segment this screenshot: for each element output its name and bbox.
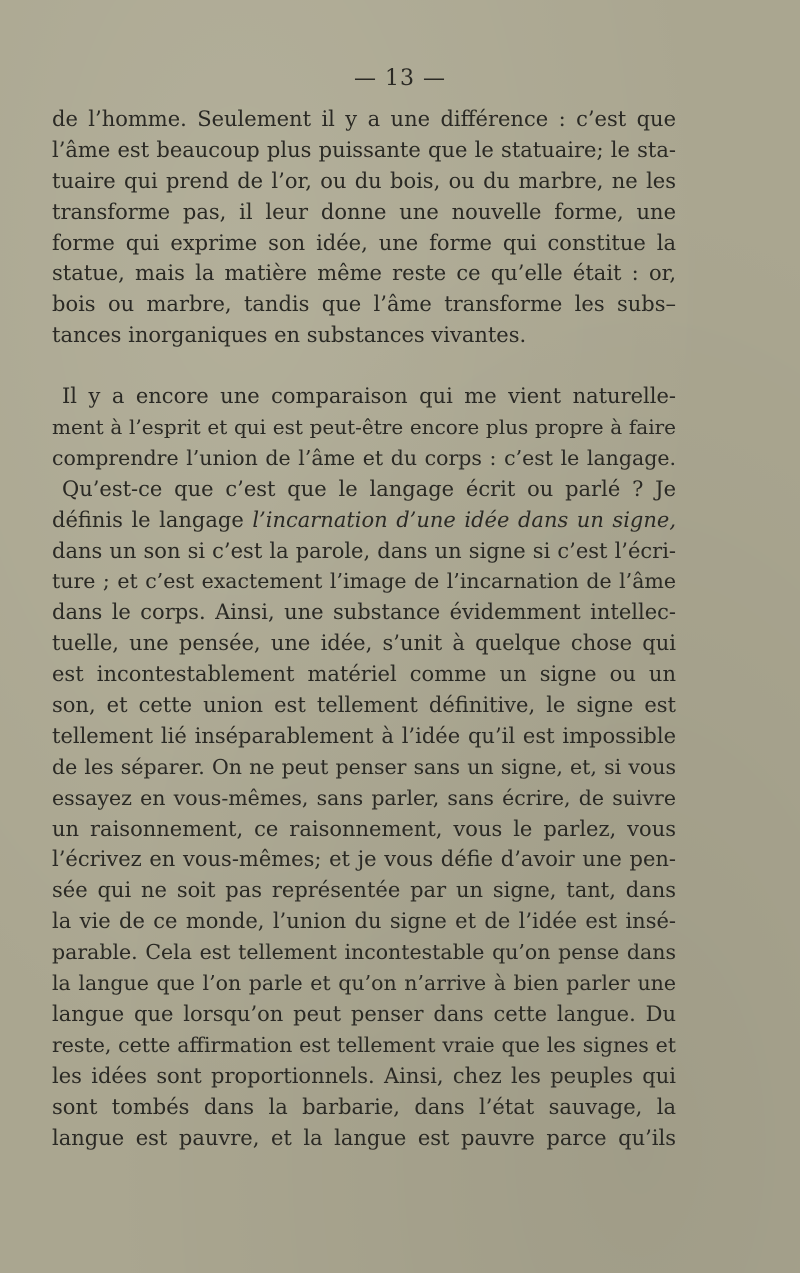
body-text [52, 104, 676, 1153]
text-line: sont tombés dans la barbarie, dans l’état sauvage, la [52, 1094, 676, 1119]
page-number: — 13 — [354, 66, 446, 91]
text-line: ture ; et c’est exactement l’image de l’incarnation de l’âme [52, 569, 676, 594]
text-line: son, et cette union est tellement définitive, le signe est [52, 693, 676, 718]
text-line: de les séparer. On ne peut penser sans un signe, et, si vous [52, 754, 676, 779]
text-line: est incontestablement matériel comme un signe ou un [52, 662, 676, 687]
text-line: tuelle, une pensée, une idée, s’unit à quelque chose qui [52, 631, 676, 656]
text-line: tances inorganiques en substances vivantes. [52, 323, 527, 348]
paragraph-gap [52, 351, 676, 381]
text-line: forme qui exprime son idée, une forme qui constitue la [52, 230, 676, 255]
text-line: dans le corps. Ainsi, une substance évidemment intellec- [52, 600, 676, 625]
emphasized-definition: l’incarnation d’une idée dans un signe, [252, 507, 676, 532]
text-line: sée qui ne soit pas représentée par un signe, tant, dans [52, 878, 676, 903]
text-line: Il y a encore une comparaison qui me vient naturelle- [62, 384, 676, 409]
text-line: statue, mais la matière même reste ce qu’elle était : or, [52, 261, 676, 286]
text-line: les idées sont proportionnels. Ainsi, chez les peuples qui [52, 1063, 676, 1088]
text-line: l’écrivez en vous-mêmes; et je vous défie d’avoir une pen- [52, 847, 676, 872]
text-line: essayez en vous-mêmes, sans parler, sans écrire, de suivre [52, 785, 676, 810]
text-line: tuaire qui prend de l’or, ou du bois, ou du marbre, ne les [52, 168, 676, 193]
text-line: de l’homme. Seulement il y a une différence : c’est que [52, 107, 676, 131]
text-line: dans un son si c’est la parole, dans un signe si c’est l’écri- [52, 538, 676, 563]
text-line: la vie de ce monde, l’union du signe et de l’idée est insé- [52, 909, 676, 934]
text-line: un raisonnement, ce raisonnement, vous le parlez, vous [52, 816, 676, 841]
text-line: langue que lorsqu’on peut penser dans cette langue. Du [52, 1001, 676, 1026]
text-line: la langue que l’on parle et qu’on n’arrive à bien parler une [52, 971, 676, 996]
text-line: Qu’est-ce que c’est que le langage écrit ou parlé ? Je [62, 476, 676, 501]
text-line: ment à l’esprit et qui est peut-être encore plus propre à faire [52, 415, 676, 440]
text-run: définis le langage [52, 507, 253, 532]
text-line: tellement lié inséparablement à l’idée qu’il est impossible [52, 723, 676, 748]
text-line: l’âme est beaucoup plus puissante que le statuaire; le sta- [52, 137, 676, 162]
text-line: bois ou marbre, tandis que l’âme transforme les subs– [52, 292, 676, 317]
text-line: parable. Cela est tellement incontestable qu’on pense dans [52, 940, 676, 965]
text-line: transforme pas, il leur donne une nouvelle forme, une [52, 199, 676, 224]
text-line: langue est pauvre, et la langue est pauvre parce qu’ils [52, 1125, 676, 1150]
text-line: comprendre l’union de l’âme et du corps : c’est le langage. [52, 445, 676, 470]
text-line: reste, cette affirmation est tellement vraie que les signes et [52, 1032, 676, 1057]
text-line-with-emphasis [52, 505, 676, 536]
